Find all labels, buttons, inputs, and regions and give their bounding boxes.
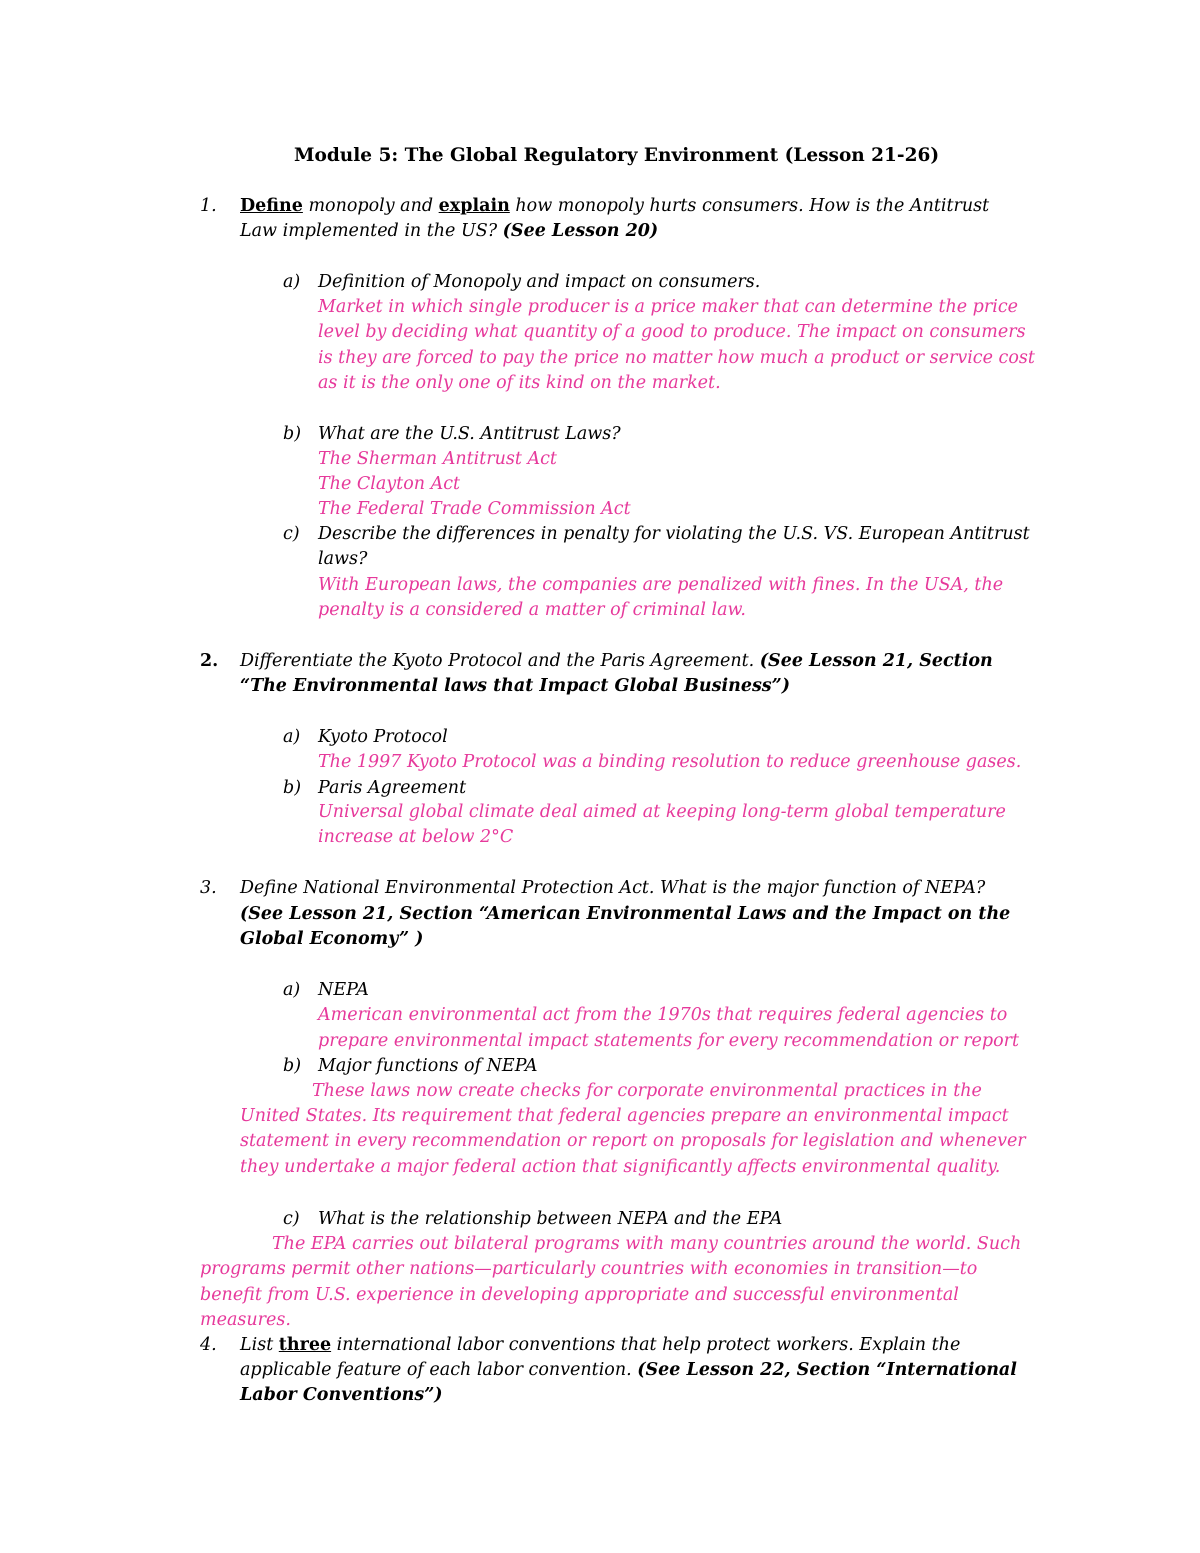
q2a-answer-line: The 1997 Kyoto Protocol was a binding resolution to reduce greenhouse gases.	[318, 752, 1022, 772]
q3c-label: c)	[283, 1209, 300, 1229]
q1a-answer-line: as it is the only one of its kind on the market.	[318, 373, 721, 393]
question-3-line-2: (See Lesson 21, Section “American Environmental Laws and the Impact on the	[240, 904, 1011, 924]
question-1-line-1	[240, 194, 989, 219]
q2a-label: a)	[283, 727, 301, 747]
question-4-text-a: List	[240, 1335, 279, 1355]
question-1-define: Define	[240, 196, 303, 216]
q1b-answer-line: The Clayton Act	[318, 474, 461, 494]
q3c-answer-line: measures.	[200, 1310, 291, 1330]
q3a-answer-line: American environmental act from the 1970s that requires federal agencies to	[318, 1005, 1008, 1025]
q1b-question: What are the U.S. Antitrust Laws?	[318, 424, 621, 444]
q2b-answer-line: increase at below 2°C	[318, 827, 514, 847]
q1b-label: b)	[283, 424, 302, 444]
question-3-line-3: Global Economy” )	[240, 929, 424, 949]
q2b-label: b)	[283, 778, 302, 798]
q3b-answer-line: United States. Its requirement that federal agencies prepare an environmental impact	[240, 1106, 1009, 1126]
question-1-text-a: monopoly and	[302, 196, 439, 216]
question-2-line-2: “The Environmental laws that Impact Global Business”)	[240, 676, 791, 696]
q3b-label: b)	[283, 1056, 302, 1076]
q1a-question: Definition of Monopoly and impact on consumers.	[318, 272, 761, 292]
question-4-three: three	[278, 1335, 332, 1355]
question-4-text-c: applicable feature of each labor convention.	[240, 1360, 638, 1380]
q1c-answer-line: With European laws, the companies are penalized with fines. In the USA, the	[318, 575, 1004, 595]
q3b-question: Major functions of NEPA	[318, 1056, 538, 1076]
q3b-answer-line: they undertake a major federal action that significantly affects environmental quality.	[240, 1157, 1001, 1177]
q1c-question-line-2: laws?	[318, 549, 368, 569]
question-4-number: 4.	[200, 1335, 217, 1355]
q3c-question: What is the relationship between NEPA and the EPA	[318, 1209, 783, 1229]
q2b-question: Paris Agreement	[318, 778, 467, 798]
question-4-line-1	[240, 1333, 960, 1358]
question-2-text: Differentiate the Kyoto Protocol and the Paris Agreement.	[240, 651, 760, 671]
question-3-line-1: Define National Environmental Protection Act. What is the major function of NEPA?	[240, 878, 986, 898]
question-4-reference: (See Lesson 22, Section “International	[637, 1360, 1017, 1380]
q1b-answer-line: The Sherman Antitrust Act	[318, 449, 557, 469]
question-1-explain: explain	[438, 196, 510, 216]
question-4-line-3: Labor Conventions”)	[240, 1385, 443, 1405]
q1a-label: a)	[283, 272, 301, 292]
q3a-question: NEPA	[318, 980, 369, 1000]
question-2-reference: (See Lesson 21, Section	[759, 651, 993, 671]
q3a-answer-line: prepare environmental impact statements for every recommendation or report	[318, 1031, 1020, 1051]
q3a-label: a)	[283, 980, 301, 1000]
q1c-question-line-1: Describe the differences in penalty for violating the U.S. VS. European Antitrust	[318, 524, 1030, 544]
q1c-label: c)	[283, 524, 300, 544]
question-2-line-1	[240, 649, 993, 674]
page-title: Module 5: The Global Regulatory Environment (Lesson 21-26)	[294, 145, 940, 166]
q3b-answer-line: These laws now create checks for corporate environmental practices in the	[312, 1081, 982, 1101]
q1a-answer-line: level by deciding what quantity of a good to produce. The impact on consumers	[318, 322, 1026, 342]
question-1-line-2	[240, 219, 658, 244]
q3c-answer-line: programs permit other nations—particularly countries with economies in transition—to	[200, 1259, 978, 1279]
question-2-number: 2.	[200, 651, 219, 671]
question-4-line-2	[240, 1358, 1017, 1383]
question-1-number: 1.	[200, 196, 217, 216]
q1b-answer-line: The Federal Trade Commission Act	[318, 499, 631, 519]
question-1-text-b: how monopoly hurts consumers. How is the Antitrust	[509, 196, 990, 216]
q2a-question: Kyoto Protocol	[318, 727, 448, 747]
question-3-number: 3.	[200, 878, 217, 898]
question-1-reference: (See Lesson 20)	[502, 221, 659, 241]
q3c-answer-line: benefit from U.S. experience in developing appropriate and successful environmental	[200, 1285, 959, 1305]
q3c-answer-line: The EPA carries out bilateral programs with many countries around the world. Such	[272, 1234, 1022, 1254]
q1c-answer-line: penalty is a considered a matter of criminal law.	[318, 600, 746, 620]
question-4-text-b: international labor conventions that help protect workers. Explain the	[331, 1335, 961, 1355]
q1a-answer-line: is they are forced to pay the price no matter how much a product or service cost	[318, 348, 1035, 368]
q2b-answer-line: Universal global climate deal aimed at keeping long-term global temperature	[318, 802, 1006, 822]
q1a-answer-line: Market in which single producer is a price maker that can determine the price	[318, 297, 1018, 317]
question-1-text-c: Law implemented in the US?	[240, 221, 503, 241]
q3b-answer-line: statement in every recommendation or report on proposals for legislation and whenever	[240, 1131, 1026, 1151]
